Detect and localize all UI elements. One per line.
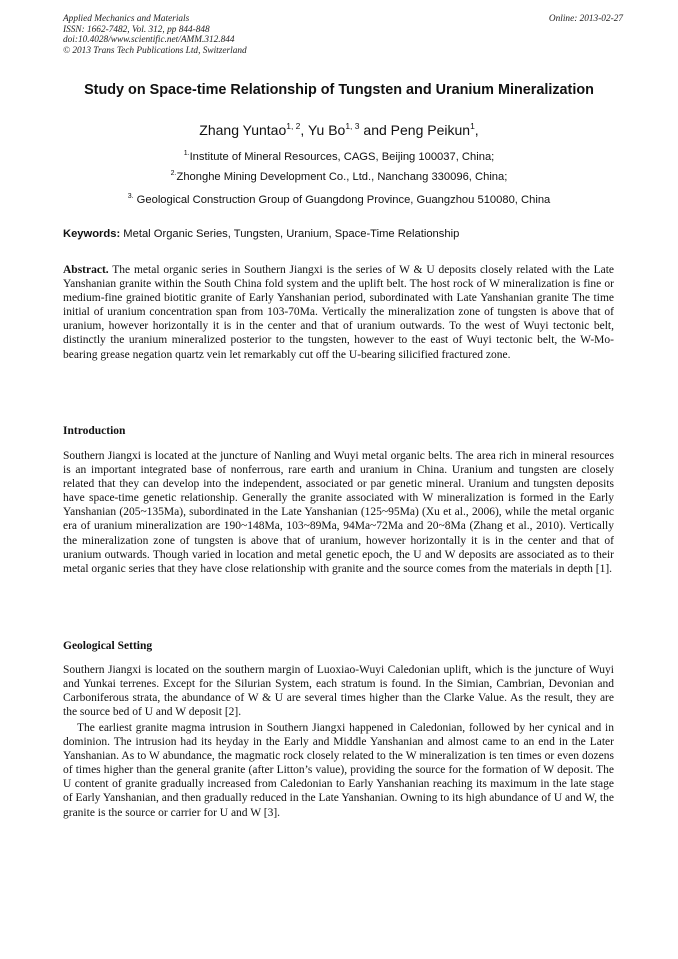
keywords-line xyxy=(63,227,615,241)
author-name: Peng Peikun xyxy=(390,122,471,138)
author-affiliation-marker: 1, 2 xyxy=(286,121,301,131)
affiliation-text: Institute of Mineral Resources, CAGS, Beijing 100037, China; xyxy=(189,151,495,163)
abstract-paragraph xyxy=(63,263,614,362)
journal-header xyxy=(63,14,623,56)
author-list xyxy=(40,122,638,139)
author-separator: , xyxy=(474,122,479,138)
paper-title: Study on Space-time Relationship of Tungsten and Uranium Mineralization xyxy=(84,82,594,98)
geological-setting-paragraph: The earliest granite magma intrusion in Southern Jiangxi happened in Caledonian, followed by her cynical and in dominion. The intrusion had its heyday in the Early and Middle Yanshanian and almost came to an end in the Later Yanshanian. As to W abundance, the magmatic rock closely related to the W mineralization is ten times or even dozens of times higher than the general granite (after Litton’s value), providing the source for the formation of W deposit. The U content of granite gradually increased from Caledonian to Early Yanshanian reaching its maximum in the late stage of Early Yanshanian, and then gradually reduced in the Late Yanshanian. Owning to its high abundance of U and W, the granite is the source or carrier for U and W [3]. xyxy=(63,722,614,819)
copyright-line: © 2013 Trans Tech Publications Ltd, Switzerland xyxy=(63,45,247,56)
affiliation-3 xyxy=(40,193,638,207)
author-name: Yu Bo xyxy=(307,122,346,138)
introduction-paragraph: Southern Jiangxi is located at the juncture of Nanling and Wuyi metal organic belts. The area rich in mineral resources is an important integrated base of nonferrous, rare earth and uranium in China. Uranium and tungsten are closely related that they can develop into the independent, associated or par genetic mineral. Uranium and tungsten deposits have space-time genetic relationship. Generally the granite associated with W mineralization is formed in the Early Yanshanian (205~135Ma), subordinated in the Late Yanshanian (125~95Ma) (Xu et al., 2006), while the metal organic era of uranium mineralization are 190~148Ma, 103~89Ma, 94Ma~72Ma and 20~8Ma (Zhang et al., 2010). Vertically the mineralization zone of tungsten is above that of uranium, however horizontally it is in the center and that of uranium outwards. Though varied in location and metal genetic epoch, the U and W deposits are associated as to their metal organic series that they have close relationship with granite and the source comes from the materials in depth [1]. xyxy=(63,450,614,575)
affiliation-2 xyxy=(40,170,638,184)
author-separator: , xyxy=(300,122,308,138)
section-heading-geological-setting: Geological Setting xyxy=(63,640,153,652)
keywords-text: Metal Organic Series, Tungsten, Uranium, Space-Time Relationship xyxy=(120,228,460,240)
issn-line: ISSN: 1662-7482, Vol. 312, pp 844-848 xyxy=(63,24,210,35)
abstract-label: Abstract. xyxy=(63,264,109,276)
doi-line[interactable]: doi:10.4028/www.scientific.net/AMM.312.844 xyxy=(63,35,235,46)
affiliation-marker: 3. xyxy=(127,193,134,200)
author-separator: and xyxy=(359,122,391,138)
affiliation-marker: 2. xyxy=(170,170,177,177)
affiliation-text: Zhonghe Mining Development Co., Ltd., Nanchang 330096, China; xyxy=(176,171,508,183)
affiliation-1 xyxy=(40,150,638,164)
geological-setting-paragraph: Southern Jiangxi is located on the southern margin of Luoxiao-Wuyi Caledonian uplift, which is the juncture of Wuyi and Yunkai terrenes. Except for the Silurian System, each stratum is found. In the Simian, Cambrian, Devonian and Carboniferous strata, the abundance of W & U are several times higher than the Clarke Value. As the result, they are the source bed of U and W deposit [2]. xyxy=(63,664,614,719)
affiliation-text: Geological Construction Group of Guangdong Province, Guangzhou 510080, China xyxy=(133,194,551,206)
affiliation-marker: 1. xyxy=(183,150,190,157)
journal-name: Applied Mechanics and Materials xyxy=(63,14,190,24)
author-name: Zhang Yuntao xyxy=(199,122,287,138)
online-date: Online: 2013-02-27 xyxy=(548,14,623,24)
author-affiliation-marker: 1, 3 xyxy=(345,121,360,131)
abstract-text: The metal organic series in Southern Jiangxi is the series of W & U deposits closely related with the Late Yanshanian granite within the South China fold system and the uplift belt. The host rock of W mineralization is fine or medium-fine grained biotitic granite of Early Yanshanian period, subordinated with Late Yanshanian granite The time initial of uranium concentration span from 103-70Ma. Vertically the mineralization zone of tungsten is above that of uranium, however horizontally it is in the center and that of uranium outwards. To the west of Wuyi tectonic belt, distinctly the uranium mineralized posterior to the tungsten, however to the east of Wuyi tectonic belt, the W-Mo-bearing grease negation quartz vein let remarkably cut off the U-bearing silicified fractured zone. xyxy=(63,264,614,361)
keywords-label: Keywords: xyxy=(63,228,121,240)
author-affiliation-marker: 1 xyxy=(470,121,475,131)
section-heading-introduction: Introduction xyxy=(63,425,126,437)
